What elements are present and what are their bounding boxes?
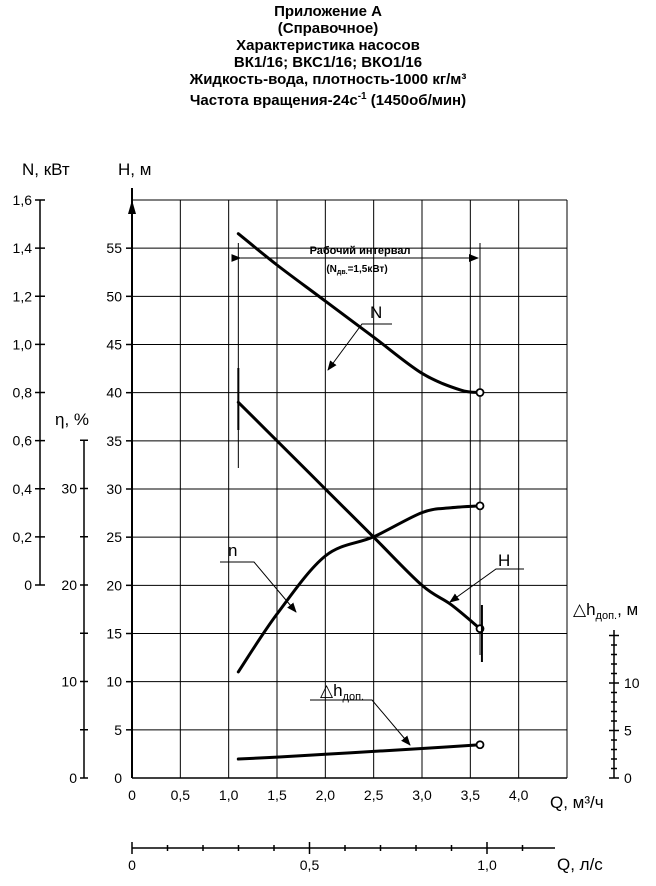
npsh-axis-label-sub: доп. [595,610,618,622]
curve-label-n-eff: n [228,541,238,560]
q-ls-axis-tick-label: 0,5 [299,857,320,873]
x-axis-tick-label: 3,0 [412,787,432,803]
efficiency-curve-end-marker [477,502,484,509]
h-axis-tick-label: 55 [106,240,122,257]
title-line-6-sup: -1 [357,91,367,102]
x-axis-tick-label: 3,5 [460,787,481,803]
title-line-5: Жидкость-вода, плотность-1000 кг/м³ [189,71,467,88]
h-axis-arrow [128,200,136,214]
n-power-curve-end-marker [477,389,484,396]
working-interval-sublabel-pre: (N [326,264,337,275]
working-interval-sublabel-post: =1,5кВт) [347,264,388,275]
q-ls-axis-label: Q, л/с [557,855,603,874]
n-axis-tick-label: 1,2 [12,288,32,305]
title-line-6-rpm: (1450об/мин) [366,92,467,109]
x-axis-tick-label: 1,0 [218,787,239,803]
h-curve [238,402,480,628]
npsh-curve-end-marker [477,741,484,748]
working-interval-sublabel-sub: дв. [336,269,348,276]
n-axis-label: N, кВт [22,160,70,179]
npsh-axis-label-main: △h [573,600,596,619]
n-axis-tick-label: 0,2 [12,528,32,545]
title-line-1: Приложение А [274,3,382,20]
h-axis-tick-label: 30 [106,481,122,497]
title-line-2: (Справочное) [277,20,379,37]
h-axis-tick-label: 40 [106,384,122,401]
h-axis-label: Н, м [118,160,152,179]
curve-label-n-power: N [370,303,383,322]
h-axis-tick-label: 10 [106,673,122,690]
n-axis-tick-label: 0 [24,577,32,593]
eta-axis-tick-label: 10 [61,673,77,690]
n-axis-tick-label: 0,8 [12,384,32,401]
q-m3h-axis-label: Q, м³/ч [550,793,604,812]
x-axis-tick-label: 1,5 [267,787,287,803]
curve-label-npsh-main: △h [320,681,343,700]
curve-label-h: Н [498,551,511,570]
h-axis-tick-label: 50 [106,288,122,305]
eta-axis-tick-label: 30 [61,480,77,497]
npsh-axis-tick-label: 5 [624,722,632,739]
npsh-curve [238,745,480,759]
n-axis-tick-label: 0,4 [12,480,32,497]
curve-label-npsh [320,681,364,703]
x-axis-tick-label: 2,5 [363,787,384,803]
x-axis-tick-label: 0,5 [170,787,191,803]
n-axis-tick-label: 1,4 [12,240,32,257]
n-axis-tick-label: 1,0 [12,336,32,353]
n-axis-tick-label: 0,6 [12,432,32,449]
eta-axis-label: η, % [55,410,90,429]
npsh-axis-label [573,600,638,622]
h-axis-tick-label: 25 [106,529,122,546]
title-line-4: ВК1/16; ВКС1/16; ВКО1/16 [233,54,423,71]
title-line-6-main: Частота вращения-24с [189,92,358,109]
h-axis-tick-label: 15 [106,625,122,642]
axes [13,188,640,873]
q-ls-axis-tick-label: 1,0 [477,857,497,873]
h-axis-tick-label: 0 [114,770,122,786]
eta-axis-tick-label: 0 [69,770,77,786]
h-axis-tick-label: 45 [106,336,122,353]
x-axis-tick-label: 0 [128,787,136,803]
n-axis-tick-label: 1,6 [12,192,32,208]
x-axis-tick-label: 2,0 [315,787,336,803]
working-interval-sublabel [326,264,387,276]
npsh-axis-tick-label: 10 [624,675,640,691]
leader-n-power [328,324,392,370]
efficiency-curve [238,506,480,672]
npsh-axis-label-unit: , м [617,600,639,619]
title-line-3: Характеристика насосов [236,37,420,54]
working-interval-label: Рабочий интервал [309,245,411,257]
q-ls-axis-tick-label: 0 [128,857,136,873]
h-axis-tick-label: 20 [106,577,122,594]
x-axis-tick-label: 4,0 [508,787,529,803]
h-axis-tick-label: 35 [106,432,122,449]
eta-axis-tick-label: 20 [61,577,77,593]
npsh-axis-tick-label: 0 [624,770,632,786]
h-axis-tick-label: 5 [114,721,122,738]
curve-label-npsh-sub: доп. [342,691,365,703]
